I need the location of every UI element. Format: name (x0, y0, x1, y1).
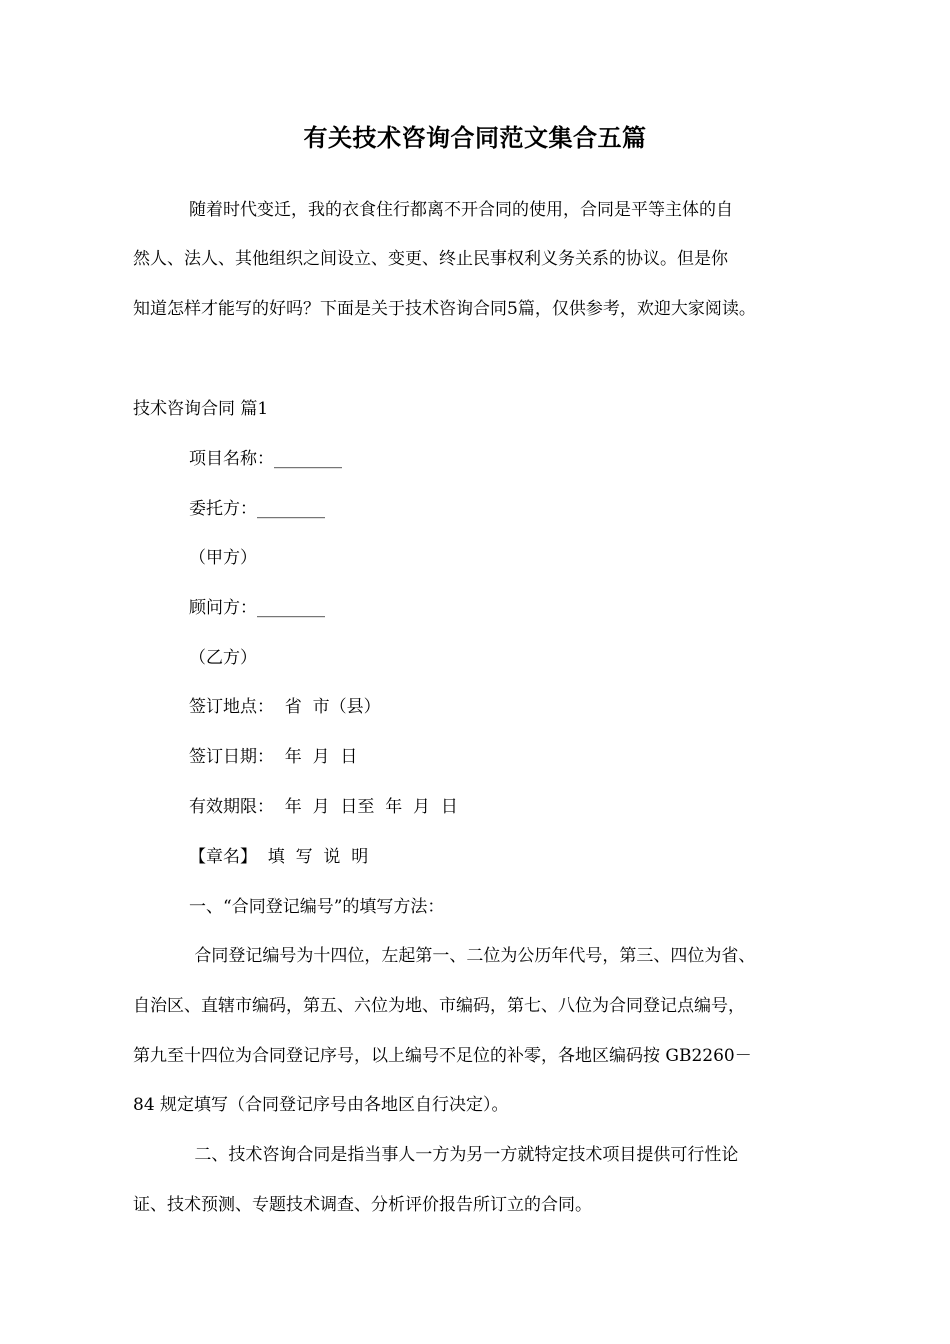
intro-line: 然人、法人、其他组织之间设立、变更、终止民事权利义务关系的协议。但是你 (133, 249, 728, 269)
intro-line: 随着时代变迁，我的衣食住行都离不开合同的使用，合同是平等主体的自 (189, 200, 733, 220)
field-consultant: 顾问方：________ (189, 598, 325, 618)
chapter-heading: 【章名】 填 写 说 明 (189, 847, 369, 867)
field-signing-place: 签订地点： 省 市（县） (189, 697, 381, 717)
section-heading: 技术咨询合同 篇1 (133, 399, 269, 419)
field-party-b: （乙方） (189, 648, 257, 668)
paragraph-line: 自治区、直辖市编码，第五、六位为地、市编码，第七、八位为合同登记点编号， (133, 996, 745, 1016)
field-project-name: 项目名称：________ (189, 449, 342, 469)
paragraph-line: 合同登记编号为十四位，左起第一、二位为公历年代号，第三、四位为省、 (189, 946, 756, 966)
intro-line: 知道怎样才能写的好吗？下面是关于技术咨询合同5篇，仅供参考，欢迎大家阅读。 (133, 299, 756, 319)
field-client: 委托方：________ (189, 499, 325, 519)
paragraph-line: 证、技术预测、专题技术调查、分析评价报告所订立的合同。 (133, 1195, 592, 1215)
field-validity-period: 有效期限： 年 月 日至 年 月 日 (189, 797, 458, 817)
field-signing-date: 签订日期： 年 月 日 (189, 747, 358, 767)
paragraph-line: 第九至十四位为合同登记序号，以上编号不足位的补零，各地区编码按 GB2260－ (133, 1046, 752, 1066)
field-party-a: （甲方） (189, 548, 257, 568)
paragraph-line: 84 规定填写（合同登记序号由各地区自行决定）。 (133, 1095, 509, 1115)
document-title: 有关技术咨询合同范文集合五篇 (303, 124, 647, 152)
item-heading: 一、“合同登记编号”的填写方法： (189, 897, 445, 917)
paragraph-line: 二、技术咨询合同是指当事人一方为另一方就特定技术项目提供可行性论 (189, 1145, 739, 1165)
